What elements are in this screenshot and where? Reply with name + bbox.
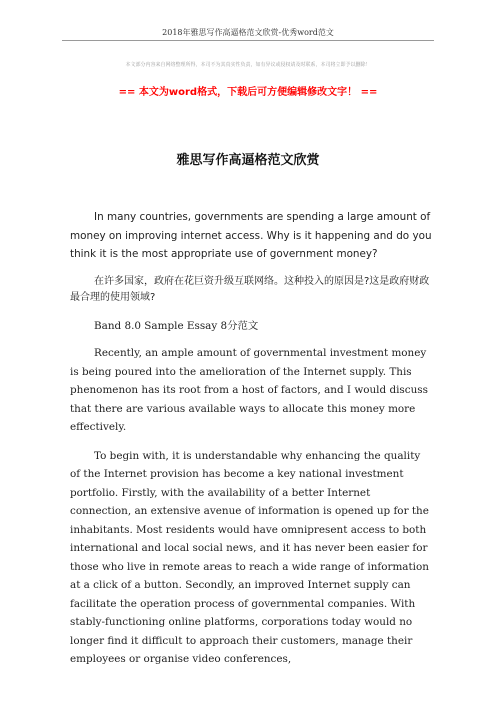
- essay-paragraph-body: To begin with, it is understandable why enhancing the quality of the Internet provision has become a key national investment portfolio. Firstly, with the availability of a better Internet connection, an extensive avenue of information is opened up for the inhabitants. Most residents would have omnipresent access to both international and local social news, and it has never been easier for those who live in remote areas to reach a wide range of information at a click of a button. Secondly, an improved Internet supply can facilitate the operation process of governmental companies. With stably-functioning online platforms, corporations today would no longer find it difficult to approach their customers, manage their employees or organise video conferences,: [70, 449, 429, 665]
- prompt-paragraph-en: In many countries, governments are spending a large amount of money on improving internet access. Why is it happening and do you think it is the most appropriate use of government money?: [70, 211, 432, 260]
- word-format-banner: == 本文为word格式，下载后可方便编辑修改文字！ ==: [118, 87, 378, 98]
- header-divider: [62, 40, 434, 41]
- document-body: [70, 208, 433, 675]
- disclaimer-text: 本文部分内容来自网络整理所得，本司不为其真实性负责，如有异议或侵权请及时联系，本司将立即予以删除！: [125, 62, 371, 68]
- essay-paragraph-intro: Recently, an ample amount of governmental investment money is being poured into the amelioration of the Internet supply. This phenomenon has its root from a host of factors, and I would discuss that there are various available ways to allocate this money more effectively.: [70, 347, 428, 433]
- sample-essay-heading: Band 8.0 Sample Essay 8分范文: [94, 319, 259, 332]
- prompt-paragraph-cn: 在许多国家，政府在花巨资升级互联网络。这种投入的原因是?这是政府财政最合理的使用领域?: [70, 275, 430, 303]
- document-title: 雅思写作高逼格范文欣赏: [176, 153, 320, 168]
- running-header-title: 2018年雅思写作高逼格范文欣赏-优秀word范文: [162, 28, 334, 37]
